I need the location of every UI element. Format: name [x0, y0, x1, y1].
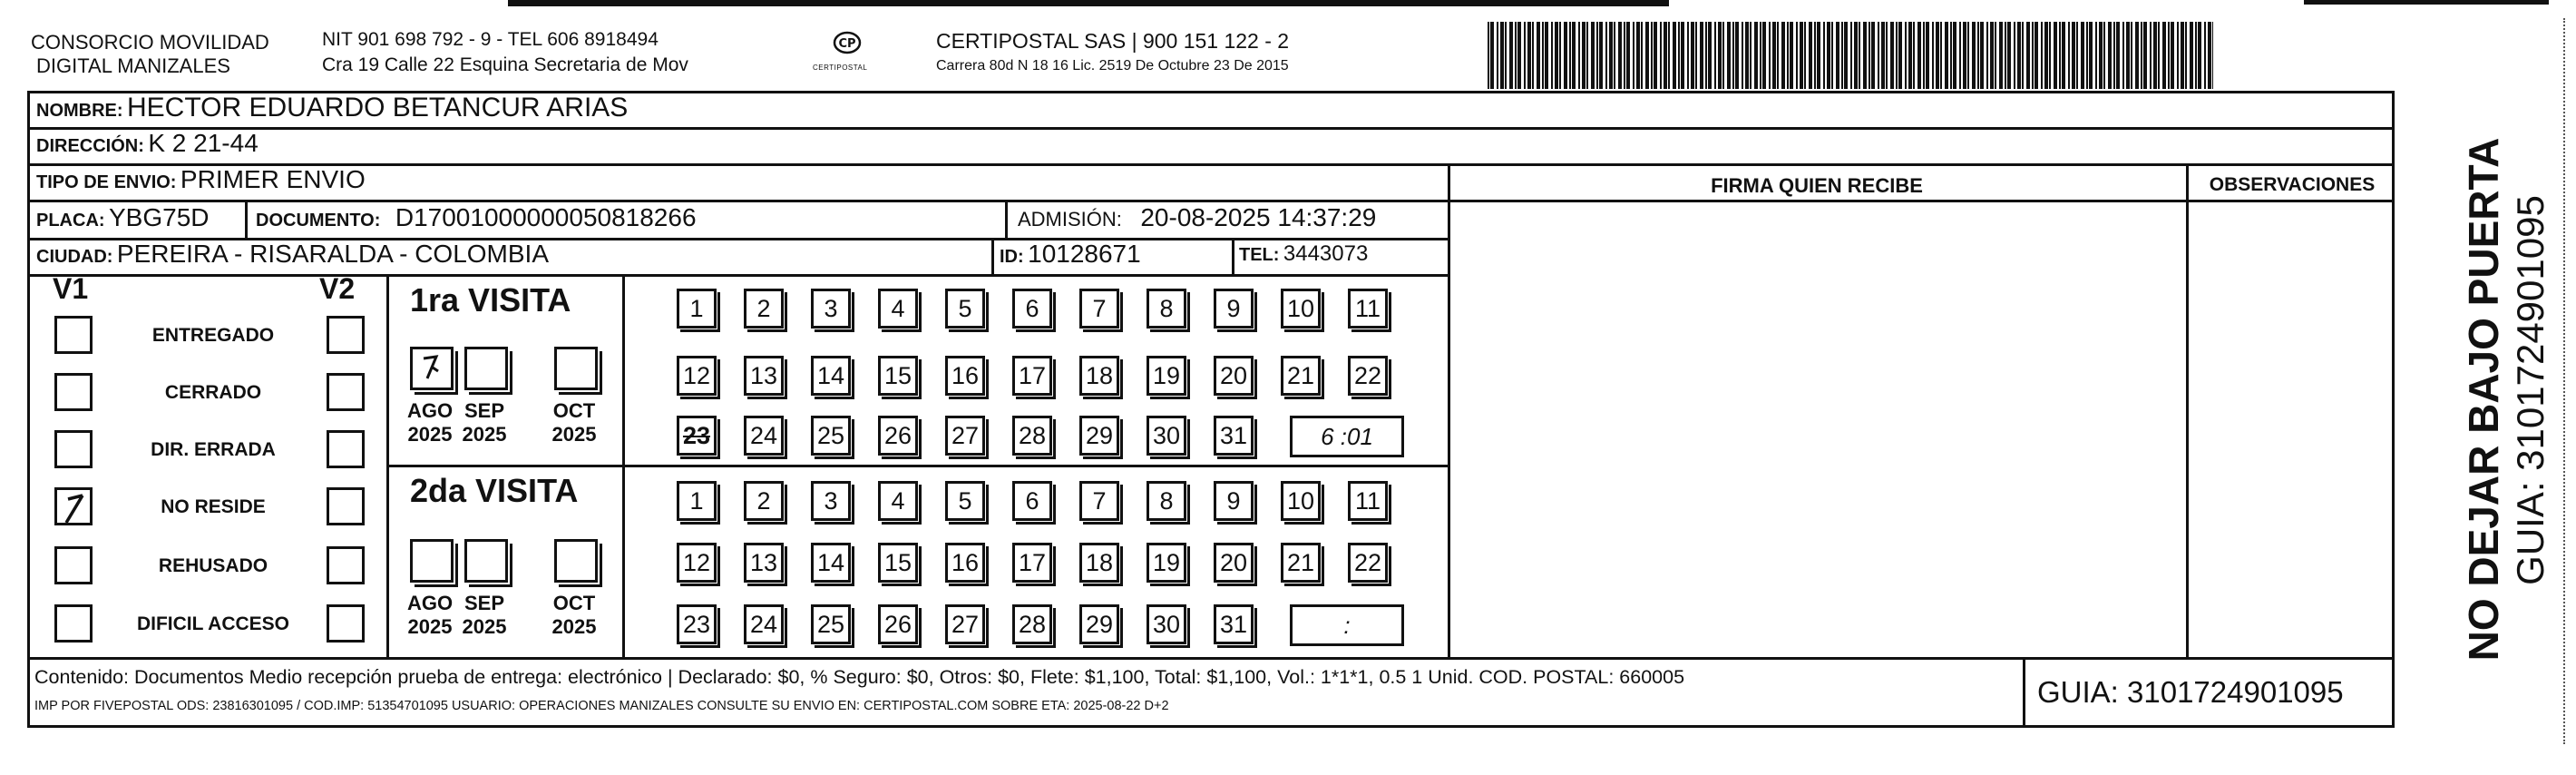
admision-field: [1018, 203, 1376, 232]
second-visit-day-7[interactable]: 7: [1079, 481, 1119, 521]
second-visit-day-23[interactable]: 23: [677, 604, 717, 644]
second-visit-day-3[interactable]: 3: [811, 481, 851, 521]
first-visit-day-28[interactable]: 28: [1012, 416, 1052, 456]
second-visit-day-16[interactable]: 16: [945, 543, 985, 583]
second-visit-day-8[interactable]: 8: [1147, 481, 1186, 521]
second-visit-day-27[interactable]: 27: [945, 604, 985, 644]
first-visit-day-24[interactable]: 24: [744, 416, 784, 456]
second-visit-day-31[interactable]: 31: [1214, 604, 1254, 644]
v2-checkbox-dir-errada[interactable]: [327, 430, 365, 468]
first-visit-day-3[interactable]: 3: [811, 289, 851, 329]
first-visit-title: 1ra VISITA: [410, 281, 571, 319]
v2-label: V2: [319, 272, 356, 305]
placa-label: PLACA:: [36, 211, 105, 231]
second-visit-day-15[interactable]: 15: [878, 543, 918, 583]
certipostal-logo: [827, 31, 867, 58]
id-value: 10128671: [1028, 240, 1141, 268]
first-visit-month-sep[interactable]: [464, 347, 508, 390]
logo-caption: CERTIPOSTAL: [813, 64, 868, 72]
first-visit-month-oct[interactable]: [554, 347, 598, 390]
second-visit-day-19[interactable]: 19: [1147, 543, 1186, 583]
year-label: 2025: [407, 423, 453, 446]
month-label: OCT: [552, 399, 596, 422]
first-visit-day-21[interactable]: 21: [1281, 356, 1321, 396]
first-visit-day-13[interactable]: 13: [744, 356, 784, 396]
tel-value: 3443073: [1283, 241, 1369, 266]
first-visit-day-4[interactable]: 4: [878, 289, 918, 329]
second-visit-day-12[interactable]: 12: [677, 543, 717, 583]
second-visit-day-4[interactable]: 4: [878, 481, 918, 521]
v2-checkbox-cerrado[interactable]: [327, 373, 365, 411]
second-visit-day-5[interactable]: 5: [945, 481, 985, 521]
documento-value: D17001000000050818266: [395, 203, 697, 231]
first-visit-day-19[interactable]: 19: [1147, 356, 1186, 396]
id-field: [1000, 240, 1141, 269]
first-visit-day-29[interactable]: 29: [1079, 416, 1119, 456]
side-guia: GUIA: 3101724901095: [2509, 195, 2552, 585]
second-visit-day-30[interactable]: 30: [1147, 604, 1186, 644]
second-visit-day-1[interactable]: 1: [677, 481, 717, 521]
observaciones-label: OBSERVACIONES: [2209, 174, 2376, 195]
documento-label: DOCUMENTO:: [256, 211, 381, 231]
direccion-label: DIRECCIÓN:: [36, 136, 144, 156]
first-visit-day-7[interactable]: 7: [1079, 289, 1119, 329]
first-visit-day-11[interactable]: 11: [1348, 289, 1388, 329]
first-visit-day-2[interactable]: 2: [744, 289, 784, 329]
year-label: 2025: [462, 615, 507, 638]
direccion-value: K 2 21-44: [148, 129, 259, 157]
first-visit-day-16[interactable]: 16: [945, 356, 985, 396]
scan-edge-top: [508, 0, 1669, 6]
tipo-envio-label: TIPO DE ENVIO:: [36, 172, 177, 192]
second-visit-day-13[interactable]: 13: [744, 543, 784, 583]
v1-checkbox-dificil-acceso[interactable]: [54, 604, 93, 643]
tipo-envio-value: PRIMER ENVIO: [180, 165, 366, 193]
v2-checkbox-no-reside[interactable]: [327, 487, 365, 525]
month-label: OCT: [552, 592, 596, 614]
placa-field: [36, 203, 210, 232]
month-label: AGO: [406, 399, 454, 422]
second-visit-month-oct[interactable]: [554, 539, 598, 583]
first-visit-day-1[interactable]: 1: [677, 289, 717, 329]
first-visit-day-6[interactable]: 6: [1012, 289, 1052, 329]
tel-label: TEL:: [1239, 245, 1280, 265]
first-visit-day-25[interactable]: 25: [811, 416, 851, 456]
v1-checkbox-rehusado[interactable]: [54, 546, 93, 584]
second-visit-day-2[interactable]: 2: [744, 481, 784, 521]
second-visit-day-17[interactable]: 17: [1012, 543, 1052, 583]
first-visit-day-12[interactable]: 12: [677, 356, 717, 396]
first-visit-day-31[interactable]: 31: [1214, 416, 1254, 456]
first-visit-day-23[interactable]: 23: [677, 416, 717, 456]
second-visit-day-22[interactable]: 22: [1348, 543, 1388, 583]
nombre-field: [36, 93, 628, 123]
carrier-line: CERTIPOSTAL SAS | 900 151 122 - 2: [936, 29, 1290, 53]
status-option-label: DIFICIL ACCESO: [136, 613, 289, 634]
second-visit-day-29[interactable]: 29: [1079, 604, 1119, 644]
content-line: Contenido: Documentos Medio recepción prueba de entrega: electrónico | Declarado: $0, % Seguro: $0, Otros: $0, Flete: $1,100, Total: $1,100, Vol.: 1*1*1, 0.5 1 Unid. COD. POSTAL: 660005: [34, 666, 1685, 688]
first-visit-day-22[interactable]: 22: [1348, 356, 1388, 396]
month-label: SEP: [463, 592, 505, 614]
status-option-label: CERRADO: [164, 382, 262, 403]
scan-edge-top-right: [2304, 0, 2549, 5]
company-name-line2: DIGITAL MANIZALES: [36, 54, 230, 77]
first-visit-day-17[interactable]: 17: [1012, 356, 1052, 396]
second-visit-day-14[interactable]: 14: [811, 543, 851, 583]
v1-checkbox-entregado[interactable]: [54, 316, 93, 354]
second-visit-time-box[interactable]: :: [1290, 604, 1404, 646]
tel-field: [1239, 241, 1368, 267]
first-visit-day-10[interactable]: 10: [1281, 289, 1321, 329]
second-visit-day-20[interactable]: 20: [1214, 543, 1254, 583]
nombre-label: NOMBRE:: [36, 101, 123, 121]
first-visit-day-14[interactable]: 14: [811, 356, 851, 396]
year-label: 2025: [407, 615, 453, 638]
first-visit-time-box[interactable]: 6 :01: [1290, 416, 1404, 457]
second-visit-month-sep[interactable]: [464, 539, 508, 583]
first-visit-month-ago[interactable]: [410, 347, 454, 390]
second-visit-title: 2da VISITA: [410, 472, 579, 509]
v1-checkbox-no-reside[interactable]: [54, 487, 93, 525]
nombre-value: HECTOR EDUARDO BETANCUR ARIAS: [127, 93, 629, 123]
status-option-label: REHUSADO: [158, 555, 268, 576]
first-visit-day-30[interactable]: 30: [1147, 416, 1186, 456]
status-option-label: NO RESIDE: [161, 496, 266, 517]
second-visit-day-28[interactable]: 28: [1012, 604, 1052, 644]
v1-label: V1: [53, 272, 89, 305]
warning-no-dejar: NO DEJAR BAJO PUERTA: [2460, 137, 2507, 662]
second-visit-day-25[interactable]: 25: [811, 604, 851, 644]
id-label: ID:: [1000, 247, 1024, 267]
v2-checkbox-dificil-acceso[interactable]: [327, 604, 365, 643]
ciudad-value: PEREIRA - RISARALDA - COLOMBIA: [116, 240, 550, 268]
v1-checkbox-cerrado[interactable]: [54, 373, 93, 411]
second-visit-day-10[interactable]: 10: [1281, 481, 1321, 521]
placa-value: YBG75D: [109, 203, 210, 231]
second-visit-month-ago[interactable]: [410, 539, 454, 583]
barcode: [1488, 22, 2213, 89]
ciudad-field: [36, 240, 549, 269]
year-label: 2025: [462, 423, 507, 446]
first-visit-day-8[interactable]: 8: [1147, 289, 1186, 329]
admision-label: ADMISIÓN:: [1018, 208, 1122, 231]
second-visit-day-24[interactable]: 24: [744, 604, 784, 644]
direccion-field: [36, 129, 259, 158]
imp-line: IMP POR FIVEPOSTAL ODS: 23816301095 / COD.IMP: 51354701095 USUARIO: OPERACIONES MANIZALES CONSULTE SU ENVIO EN: CERTIPOSTAL.COM SOBRE ETA: 2025-08-22 D+2: [34, 699, 1169, 713]
address-line: Cra 19 Calle 22 Esquina Secretaria de Mov: [322, 54, 688, 75]
second-visit-day-6[interactable]: 6: [1012, 481, 1052, 521]
guia-box: GUIA: 3101724901095: [2037, 675, 2344, 709]
tipo-envio-field: [36, 165, 366, 194]
first-visit-day-18[interactable]: 18: [1079, 356, 1119, 396]
year-label: 2025: [551, 615, 597, 638]
second-visit-day-11[interactable]: 11: [1348, 481, 1388, 521]
first-visit-day-5[interactable]: 5: [945, 289, 985, 329]
first-visit-day-20[interactable]: 20: [1214, 356, 1254, 396]
ciudad-label: CIUDAD:: [36, 247, 113, 267]
documento-field: [256, 203, 697, 232]
year-label: 2025: [551, 423, 597, 446]
second-visit-day-21[interactable]: 21: [1281, 543, 1321, 583]
month-label: SEP: [463, 399, 505, 422]
nit-line: NIT 901 698 792 - 9 - TEL 606 8918494: [322, 29, 659, 50]
firma-label: FIRMA QUIEN RECIBE: [1711, 174, 1923, 197]
carrier-address: Carrera 80d N 18 16 Lic. 2519 De Octubre 23 De 2015: [936, 58, 1289, 74]
month-label: AGO: [406, 592, 454, 614]
first-visit-day-26[interactable]: 26: [878, 416, 918, 456]
status-option-label: ENTREGADO: [151, 325, 275, 346]
v1-checkbox-dir-errada[interactable]: [54, 430, 93, 468]
first-visit-day-9[interactable]: 9: [1214, 289, 1254, 329]
first-visit-day-27[interactable]: 27: [945, 416, 985, 456]
svg-text:CP: CP: [838, 37, 856, 51]
scan-edge-right: [2563, 18, 2571, 744]
second-visit-day-26[interactable]: 26: [878, 604, 918, 644]
second-visit-day-9[interactable]: 9: [1214, 481, 1254, 521]
second-visit-day-18[interactable]: 18: [1079, 543, 1119, 583]
status-option-label: DIR. ERRADA: [151, 439, 276, 460]
company-name-line1: CONSORCIO MOVILIDAD: [31, 31, 269, 54]
v2-checkbox-rehusado[interactable]: [327, 546, 365, 584]
first-visit-day-15[interactable]: 15: [878, 356, 918, 396]
admision-value: 20-08-2025 14:37:29: [1140, 203, 1377, 231]
v2-checkbox-entregado[interactable]: [327, 316, 365, 354]
